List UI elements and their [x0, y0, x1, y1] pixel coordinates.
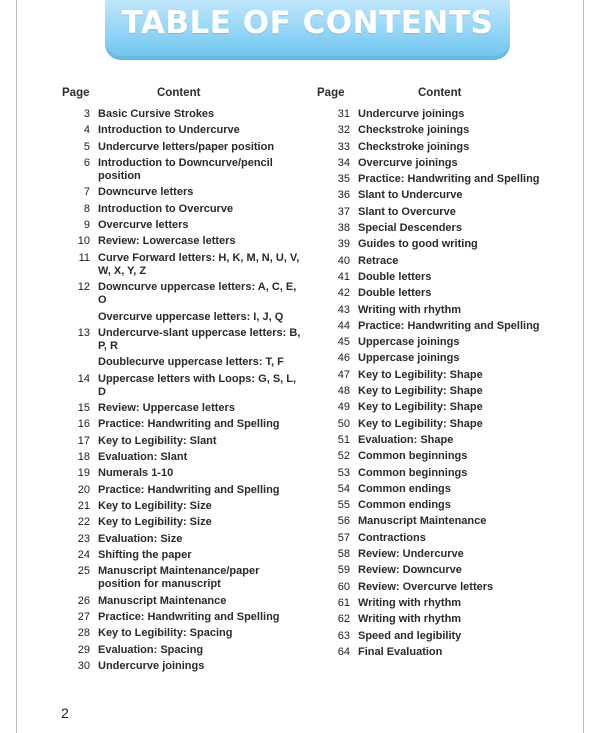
entry-title: Key to Legibility: Slant [98, 434, 217, 447]
toc-entry [317, 336, 572, 352]
entry-page-number: 21 [77, 499, 90, 512]
toc-entry [317, 548, 572, 564]
header-content: Content [418, 87, 462, 99]
entry-page-number: 9 [83, 218, 90, 231]
entry-title: Writing with rhythm [358, 613, 462, 626]
entry-title: Practice: Handwriting and Spelling [358, 173, 540, 186]
entry-page-number: 43 [337, 303, 350, 316]
toc-column-left [62, 87, 302, 676]
header-content: Content [157, 87, 201, 99]
toc-entry [62, 311, 302, 327]
entry-title: Evaluation: Shape [358, 433, 454, 446]
column-header [62, 87, 302, 105]
entry-page-number: 30 [77, 659, 90, 672]
entry-title: Overcurve joinings [358, 156, 458, 169]
toc-entry [317, 369, 572, 385]
toc-entry [62, 484, 302, 500]
toc-entry [317, 646, 572, 662]
entry-title: Undercurve-slant uppercase letters: B, P, R [98, 326, 301, 353]
entry-title: Doublecurve uppercase letters: T, F [98, 356, 284, 369]
toc-entry [317, 157, 572, 173]
toc-entry [62, 157, 302, 187]
toc-entry [317, 450, 572, 466]
entry-title: Review: Lowercase letters [98, 235, 236, 248]
toc-entry [317, 418, 572, 434]
entry-title: Double letters [358, 270, 432, 283]
entry-page-number: 44 [337, 319, 350, 332]
toc-entry [317, 630, 572, 646]
entry-title: Key to Legibility: Shape [358, 417, 483, 430]
entry-title: Undercurve joinings [358, 108, 465, 120]
toc-entry [317, 124, 572, 140]
entry-page-number: 13 [77, 326, 90, 339]
entry-title: Downcurve uppercase letters: A, C, E, O [98, 281, 297, 307]
column-header [317, 87, 572, 105]
entry-title: Evaluation: Size [98, 532, 183, 545]
entry-title: Uppercase joinings [358, 352, 460, 365]
toc-entry [317, 304, 572, 320]
entry-page-number: 4 [83, 124, 90, 137]
toc-entry [317, 564, 572, 580]
entry-title: Guides to good writing [358, 238, 478, 251]
page-title: TABLE OF CONTENTS [121, 5, 494, 41]
entry-page-number: 17 [77, 434, 90, 447]
entry-page-number: 47 [337, 368, 350, 381]
entry-title: Manuscript Maintenance [358, 515, 487, 528]
toc-entry [62, 327, 302, 357]
toc-entry [62, 611, 302, 627]
toc-entry [317, 532, 572, 548]
entry-title: Special Descenders [358, 222, 462, 235]
toc-entry [317, 515, 572, 531]
entry-page-number: 34 [337, 156, 350, 169]
entry-title: Checkstroke joinings [358, 124, 470, 137]
entry-title: Key to Legibility: Shape [358, 385, 483, 398]
entry-page-number: 63 [337, 629, 350, 642]
entry-page-number: 20 [77, 483, 90, 496]
entry-title: Evaluation: Slant [98, 451, 188, 464]
entry-page-number: 10 [77, 235, 90, 248]
toc-entry [317, 287, 572, 303]
toc-entry [317, 173, 572, 189]
toc-entry [62, 595, 302, 611]
entry-page-number: 15 [77, 402, 90, 415]
entry-title: Shifting the paper [98, 548, 192, 561]
document-page [16, 0, 584, 733]
entry-page-number: 59 [337, 564, 350, 577]
toc-entry [317, 499, 572, 515]
entry-page-number: 5 [83, 140, 90, 153]
entry-title: Key to Legibility: Spacing [98, 627, 233, 640]
entry-title: Review: Overcurve letters [358, 580, 494, 593]
entry-page-number: 27 [77, 610, 90, 623]
toc-entry [317, 222, 572, 238]
entry-page-number: 51 [337, 433, 350, 446]
toc-entry [317, 385, 572, 401]
entry-page-number: 19 [77, 467, 90, 480]
toc-entry [62, 281, 302, 311]
toc-entry [62, 252, 302, 282]
entry-page-number: 26 [77, 594, 90, 607]
entry-page-number: 38 [337, 222, 350, 235]
entry-title: Key to Legibility: Shape [358, 401, 483, 414]
toc-entry [317, 581, 572, 597]
entry-page-number: 57 [337, 531, 350, 544]
entry-page-number: 55 [337, 499, 350, 512]
toc-entry [62, 627, 302, 643]
entry-page-number: 49 [337, 401, 350, 414]
toc-entry [317, 271, 572, 287]
entry-title: Key to Legibility: Size [98, 516, 212, 529]
entry-title: Practice: Handwriting and Spelling [98, 610, 280, 623]
toc-entry [62, 186, 302, 202]
entry-title: Introduction to Undercurve [98, 124, 240, 137]
toc-list-right [317, 108, 572, 662]
entry-title: Manuscript Maintenance [98, 594, 227, 607]
entry-title: Practice: Handwriting and Spelling [98, 418, 280, 431]
entry-title: Writing with rhythm [358, 596, 462, 609]
entry-title: Slant to Overcurve [358, 205, 456, 218]
toc-entry [317, 141, 572, 157]
entry-page-number: 39 [337, 238, 350, 251]
toc-entry [62, 124, 302, 140]
entry-title: Basic Cursive Strokes [98, 108, 215, 120]
entry-page-number: 33 [337, 140, 350, 153]
entry-page-number: 54 [337, 482, 350, 495]
entry-page-number: 61 [337, 596, 350, 609]
toc-entry [62, 644, 302, 660]
entry-title: Downcurve letters [98, 186, 194, 199]
toc-entry [317, 613, 572, 629]
entry-title: Uppercase letters with Loops: G, S, L, D [98, 372, 297, 398]
entry-title: Practice: Handwriting and Spelling [98, 483, 280, 496]
entry-page-number: 29 [77, 643, 90, 656]
toc-entry [317, 597, 572, 613]
entry-page-number: 56 [337, 515, 350, 528]
entry-title: Common beginnings [358, 466, 468, 479]
toc-entry [317, 434, 572, 450]
entry-title: Introduction to Downcurve/pencil position [98, 156, 273, 183]
toc-entry [62, 219, 302, 235]
entry-page-number: 32 [337, 124, 350, 137]
entry-page-number: 6 [83, 156, 90, 169]
entry-title: Checkstroke joinings [358, 140, 470, 153]
toc-entry [62, 565, 302, 595]
entry-title: Slant to Undercurve [358, 189, 463, 202]
entry-title: Manuscript Maintenance/paper position for manuscript [98, 565, 260, 591]
entry-title: Contractions [358, 531, 426, 544]
toc-entry [62, 533, 302, 549]
toc-entry [317, 401, 572, 417]
entry-title: Uppercase joinings [358, 336, 460, 349]
entry-page-number: 52 [337, 450, 350, 463]
entry-title: Key to Legibility: Shape [358, 368, 483, 381]
toc-entry [317, 467, 572, 483]
entry-page-number: 28 [77, 627, 90, 640]
entry-page-number: 53 [337, 466, 350, 479]
entry-page-number: 64 [337, 645, 350, 658]
entry-page-number: 46 [337, 352, 350, 365]
entry-title: Writing with rhythm [358, 303, 462, 316]
toc-entry [62, 373, 302, 403]
toc-entry [317, 255, 572, 271]
entry-title: Review: Downcurve [358, 564, 462, 577]
toc-entry [62, 203, 302, 219]
entry-page-number: 45 [337, 336, 350, 349]
entry-page-number: 37 [337, 205, 350, 218]
entry-page-number: 25 [77, 565, 90, 578]
entry-page-number: 58 [337, 548, 350, 561]
entry-title: Overcurve uppercase letters: I, J, Q [98, 310, 284, 323]
entry-title: Overcurve letters [98, 218, 189, 231]
entry-title: Retrace [358, 254, 399, 267]
toc-list-left [62, 108, 302, 676]
toc-entry [317, 483, 572, 499]
toc-entry [62, 500, 302, 516]
toc-entry [62, 418, 302, 434]
entry-page-number: 60 [337, 580, 350, 593]
entry-title: Evaluation: Spacing [98, 643, 204, 656]
entry-page-number: 14 [77, 372, 90, 385]
toc-entry [62, 235, 302, 251]
entry-title: Undercurve letters/paper position [98, 140, 275, 153]
title-banner [105, 0, 510, 60]
toc-entry [62, 451, 302, 467]
toc-entry [62, 435, 302, 451]
entry-title: Undercurve joinings [98, 659, 205, 672]
entry-page-number: 36 [337, 189, 350, 202]
entry-page-number: 16 [77, 418, 90, 431]
toc-entry [317, 238, 572, 254]
toc-entry [317, 352, 572, 368]
entry-title: Practice: Handwriting and Spelling [358, 319, 540, 332]
entry-page-number: 22 [77, 516, 90, 529]
entry-page-number: 11 [78, 251, 90, 264]
toc-entry [317, 206, 572, 222]
entry-page-number: 3 [83, 108, 90, 120]
entry-page-number: 40 [337, 254, 350, 267]
toc-column-right [317, 87, 572, 662]
entry-page-number: 50 [337, 417, 350, 430]
entry-title: Double letters [358, 287, 432, 300]
entry-page-number: 8 [83, 202, 90, 215]
entry-page-number: 48 [337, 385, 350, 398]
header-page: Page [62, 87, 90, 99]
entry-page-number: 42 [337, 287, 350, 300]
toc-entry [317, 108, 572, 124]
entry-title: Common endings [358, 482, 451, 495]
entry-title: Common endings [358, 499, 451, 512]
entry-page-number: 31 [337, 108, 350, 120]
entry-page-number: 23 [77, 532, 90, 545]
header-page: Page [317, 87, 345, 99]
entry-page-number: 24 [77, 548, 90, 561]
entry-title: Speed and legibility [358, 629, 462, 642]
toc-entry [317, 189, 572, 205]
entry-page-number: 12 [77, 281, 90, 294]
entry-title: Common beginnings [358, 450, 468, 463]
toc-entry [62, 141, 302, 157]
page-number: 2 [61, 705, 69, 721]
toc-entry [62, 402, 302, 418]
entry-page-number: 62 [337, 613, 350, 626]
toc-entry [62, 549, 302, 565]
toc-entry [62, 660, 302, 676]
toc-entry [62, 516, 302, 532]
toc-entry [62, 467, 302, 483]
entry-page-number: 35 [337, 173, 350, 186]
entry-title: Review: Uppercase letters [98, 402, 235, 415]
toc-entry [62, 108, 302, 124]
entry-title: Final Evaluation [358, 645, 443, 658]
entry-title: Introduction to Overcurve [98, 202, 234, 215]
toc-entry [317, 320, 572, 336]
toc-entry [62, 356, 302, 372]
entry-title: Review: Undercurve [358, 548, 464, 561]
entry-page-number: 7 [83, 186, 90, 199]
entry-page-number: 41 [337, 270, 350, 283]
entry-title: Key to Legibility: Size [98, 499, 212, 512]
entry-page-number: 18 [77, 451, 90, 464]
entry-title: Curve Forward letters: H, K, M, N, U, V, W, X, Y, Z [98, 251, 300, 277]
entry-title: Numerals 1-10 [98, 467, 174, 480]
